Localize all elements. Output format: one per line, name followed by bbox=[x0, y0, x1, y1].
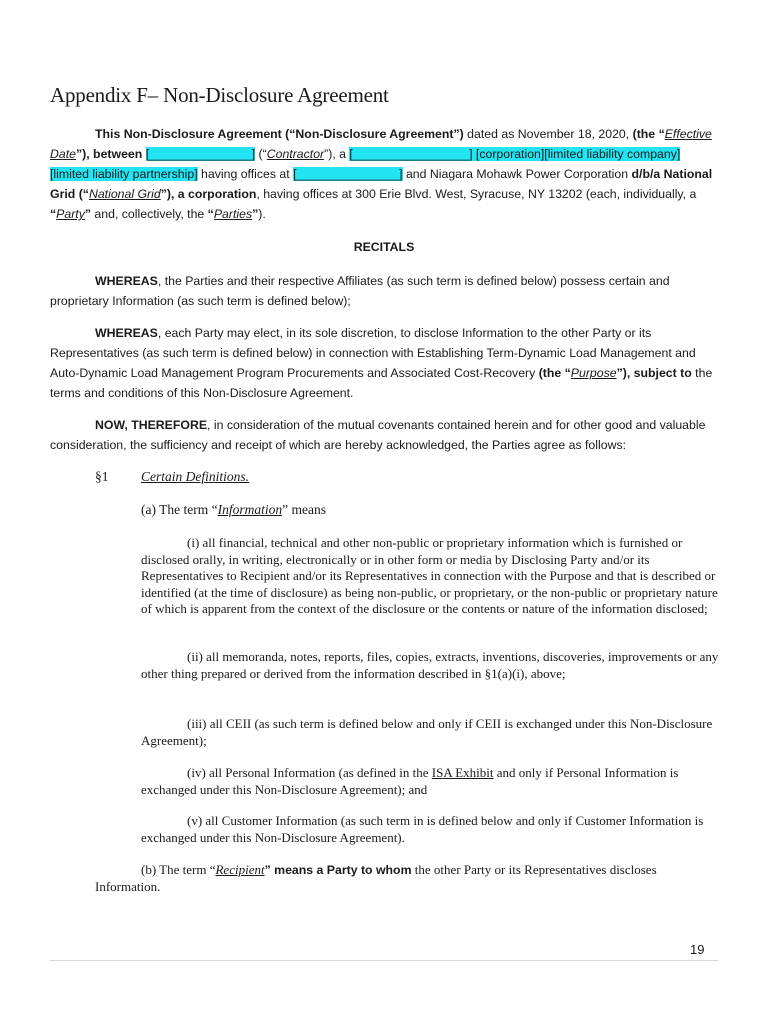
definition-item-v: (v) all Customer Information (as such term in is defined below and only if Customer Information is exchanged under this Non-Disclosure Agreement). bbox=[141, 813, 704, 845]
definition-text: ” means bbox=[282, 502, 326, 517]
national-grid-term: National Grid bbox=[88, 187, 161, 201]
definition-text: ” means a Party to whom bbox=[264, 863, 412, 877]
effective-date-term: Effective Date bbox=[50, 127, 712, 161]
whereas-paragraph-1 bbox=[50, 271, 718, 311]
definition-text: and only if Personal Information is exchanged under this Non-Disclosure Agreement); and bbox=[141, 765, 679, 797]
definition-text: the other Party or its Representatives discloses Information. bbox=[95, 862, 657, 894]
section-number: §1 bbox=[95, 469, 109, 484]
whereas-text: ”), subject to bbox=[616, 366, 692, 380]
footer-divider bbox=[50, 960, 718, 961]
definition-item-iii: (iii) all CEII (as such term is defined below and only if CEII is exchanged under this Non-Disclosure Agreement); bbox=[141, 716, 713, 748]
page-number: 19 bbox=[690, 942, 705, 957]
intro-text: “ bbox=[207, 207, 214, 221]
intro-text: and Niagara Mohawk Power Corporation bbox=[402, 167, 632, 181]
intro-agreement-name: This Non-Disclosure Agreement (“Non-Disclosure Agreement”) bbox=[95, 127, 464, 141]
recipient-term: Recipient bbox=[215, 862, 265, 877]
definition-text: (iv) all Personal Information (as defined in the bbox=[187, 765, 432, 780]
entity-type-blank: [_________________] [corporation][limited liability company][limited liability partnership] bbox=[50, 147, 681, 181]
isa-exhibit-reference: ISA Exhibit bbox=[431, 765, 494, 780]
intro-text: ). bbox=[258, 207, 266, 221]
intro-paragraph bbox=[50, 124, 718, 224]
page-title: Appendix F– Non-Disclosure Agreement bbox=[50, 83, 389, 107]
intro-text: ”), a bbox=[324, 147, 350, 161]
whereas-lead: WHEREAS bbox=[95, 326, 158, 340]
whereas-text: (the “ bbox=[538, 366, 571, 380]
definition-item-ii: (ii) all memoranda, notes, reports, files, copies, extracts, inventions, discoveries, improvements or any other thing prepared or derived from the information described in §1(a)(i), above; bbox=[141, 649, 719, 681]
whereas-text: , each Party may elect, in its sole discretion, to disclose Information to the other Party or its Representatives (as such term is defined below) in connection with Establishing Term-Dynamic Load Management and Auto-Dynamic Load Management Program Procurements and Associated Cost-Recovery bbox=[50, 326, 696, 380]
intro-text: , having offices at 300 Erie Blvd. West, Syracuse, NY 13202 (each, individually, a bbox=[256, 187, 697, 201]
whereas-text: the terms and conditions of this Non-Disclosure Agreement. bbox=[50, 366, 713, 400]
definition-item-iv bbox=[141, 765, 721, 798]
now-therefore-lead: NOW, THEREFORE bbox=[95, 418, 208, 432]
whereas-lead: WHEREAS bbox=[95, 274, 158, 288]
section-heading: Certain Definitions. bbox=[141, 469, 249, 484]
whereas-text: , the Parties and their respective Affiliates (as such term is defined below) possess certain and proprietary Information (as such term is defined below); bbox=[50, 274, 670, 308]
intro-text: ” bbox=[252, 207, 259, 221]
now-therefore-paragraph bbox=[50, 415, 718, 455]
intro-text: (the “ bbox=[632, 127, 665, 141]
intro-text: ”), a corporation bbox=[160, 187, 257, 201]
party-term: Party bbox=[56, 207, 85, 221]
office-address-blank: [_______________] bbox=[293, 167, 403, 181]
whereas-paragraph-2 bbox=[50, 323, 718, 403]
purpose-term: Purpose bbox=[570, 366, 617, 380]
contractor-blank: [_______________] bbox=[145, 147, 256, 161]
definition-b bbox=[95, 862, 720, 895]
intro-text: ” bbox=[84, 207, 92, 221]
intro-text: ”), between bbox=[75, 147, 146, 161]
intro-text: and, collectively, the bbox=[91, 207, 208, 221]
parties-term: Parties bbox=[213, 207, 253, 221]
contractor-term: Contractor bbox=[266, 147, 325, 161]
intro-text: “ bbox=[50, 207, 57, 221]
intro-date: dated as November 18, 2020, bbox=[463, 127, 633, 141]
information-term: Information bbox=[217, 502, 283, 517]
recitals-heading: RECITALS bbox=[353, 240, 415, 254]
intro-text: having offices at bbox=[197, 167, 294, 181]
intro-text: d/b/a National Grid (“ bbox=[50, 167, 713, 201]
definition-a bbox=[141, 502, 326, 518]
definition-item-i: (i) all financial, technical and other non-public or proprietary information which is furnished or disclosed orally, in writing, electronically or in other form or media by Disclosing Party and/or its Representatives to Recipient and/or its Representatives in connection with the Purpose and that is described or identified (at the time of disclosure) as being non-public, or proprietary, or the non-public or proprietary nature of which is apparent from the context of the disclosure or the contents or nature of the information disclosed; bbox=[141, 535, 718, 617]
definition-label: (b) The term “ bbox=[141, 862, 216, 877]
now-therefore-text: , in consideration of the mutual covenants contained herein and for other good and valuable consideration, the sufficiency and receipt of which are hereby acknowledged, the Parties agree as follows: bbox=[50, 418, 706, 452]
definition-label: (a) The term “ bbox=[141, 502, 218, 517]
intro-text: (“ bbox=[255, 147, 267, 161]
